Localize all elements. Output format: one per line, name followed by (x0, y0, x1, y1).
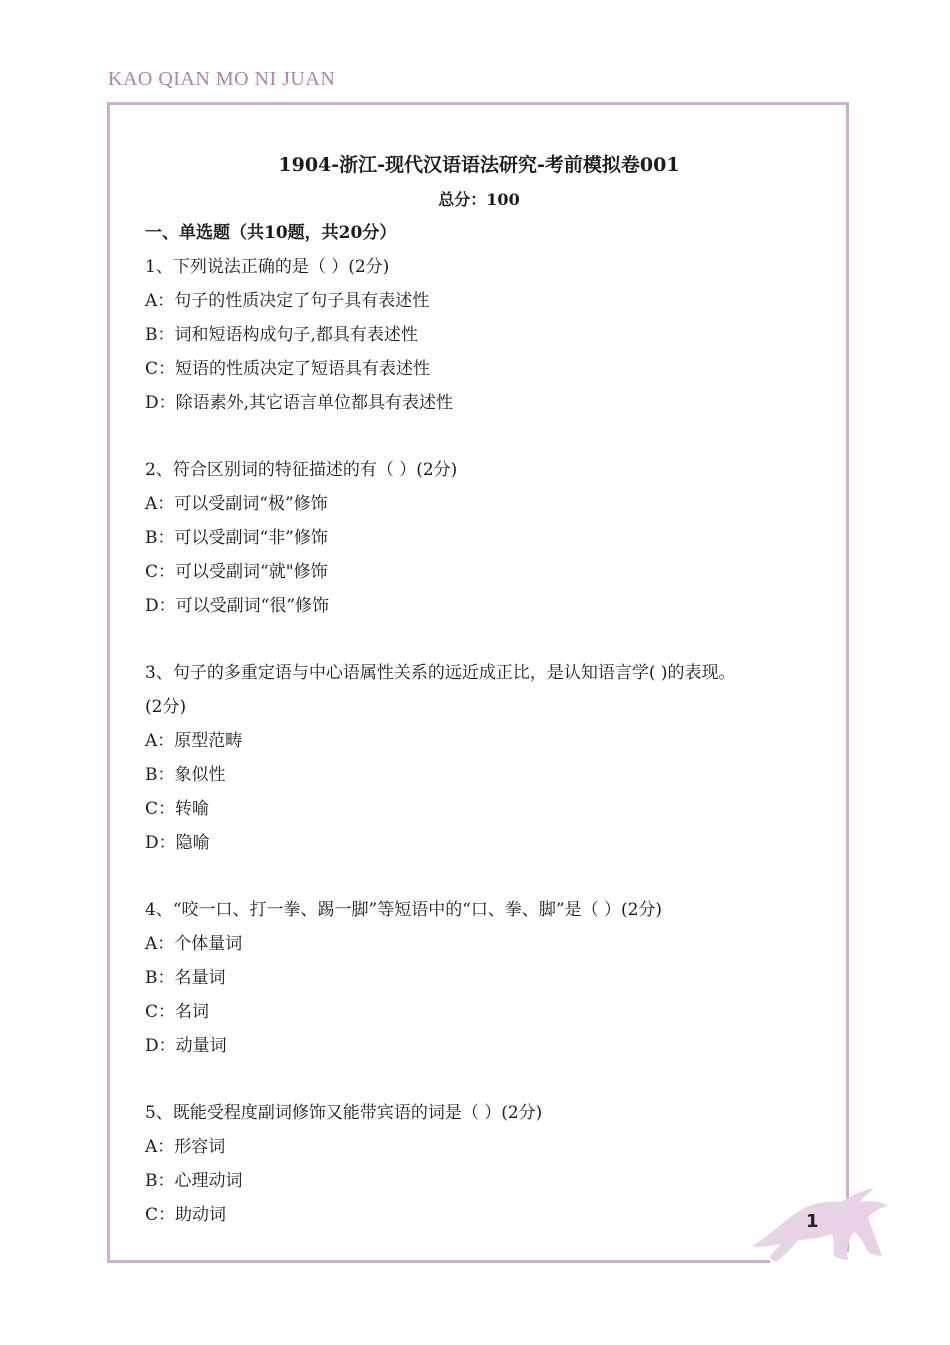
option-a: A：个体量词 (145, 934, 243, 954)
option-b: B：词和短语构成句子,都具有表述性 (145, 325, 418, 345)
option-c: C：短语的性质决定了短语具有表述性 (145, 359, 431, 379)
exam-content (145, 146, 813, 1232)
option-b: B：心理动词 (145, 1171, 243, 1191)
question-1 (145, 250, 813, 420)
question-stem: 1、下列说法正确的是（ ）(2分) (145, 257, 390, 277)
option-a: A：原型范畴 (145, 731, 243, 751)
option-d: D：可以受副词“很”修饰 (145, 596, 330, 616)
section-heading: 一、单选题（共10题，共20分） (145, 223, 397, 243)
question-stem: 5、既能受程度副词修饰又能带宾语的词是（ ）(2分) (145, 1103, 543, 1123)
question-stem-continued: (2分) (145, 697, 187, 717)
option-c: C：助动词 (145, 1205, 227, 1225)
question-5 (145, 1096, 813, 1232)
exam-title: 1904-浙江-现代汉语语法研究-考前模拟卷001 (278, 154, 680, 176)
question-3 (145, 656, 813, 860)
option-d: D：隐喻 (145, 833, 210, 853)
option-b: B：名量词 (145, 968, 226, 988)
question-stem: 4、“咬一口、打一拳、踢一脚”等短语中的“口、拳、脚”是（ ）(2分) (145, 900, 663, 920)
bull-icon (748, 1186, 890, 1264)
option-d: D：除语素外,其它语言单位都具有表述性 (145, 393, 454, 413)
option-b: B：象似性 (145, 765, 226, 785)
question-stem: 3、句子的多重定语与中心语属性关系的远近成正比，是认知语言学( )的表现。 (145, 663, 736, 683)
running-header: KAO QIAN MO NI JUAN (108, 68, 336, 90)
option-a: A：句子的性质决定了句子具有表述性 (145, 291, 430, 311)
question-2 (145, 453, 813, 623)
page-number: 1 (806, 1211, 819, 1232)
total-score: 总分：100 (438, 190, 520, 209)
question-4 (145, 893, 813, 1063)
question-stem: 2、符合区别词的特征描述的有（ ）(2分) (145, 460, 458, 480)
option-b: B：可以受副词“非”修饰 (145, 528, 328, 548)
option-c: C：名词 (145, 1002, 210, 1022)
option-c: C：转喻 (145, 799, 210, 819)
option-a: A：可以受副词“极”修饰 (145, 494, 328, 514)
option-d: D：动量词 (145, 1036, 227, 1056)
option-a: A：形容词 (145, 1137, 226, 1157)
option-c: C：可以受副词“就"修饰 (145, 562, 328, 582)
